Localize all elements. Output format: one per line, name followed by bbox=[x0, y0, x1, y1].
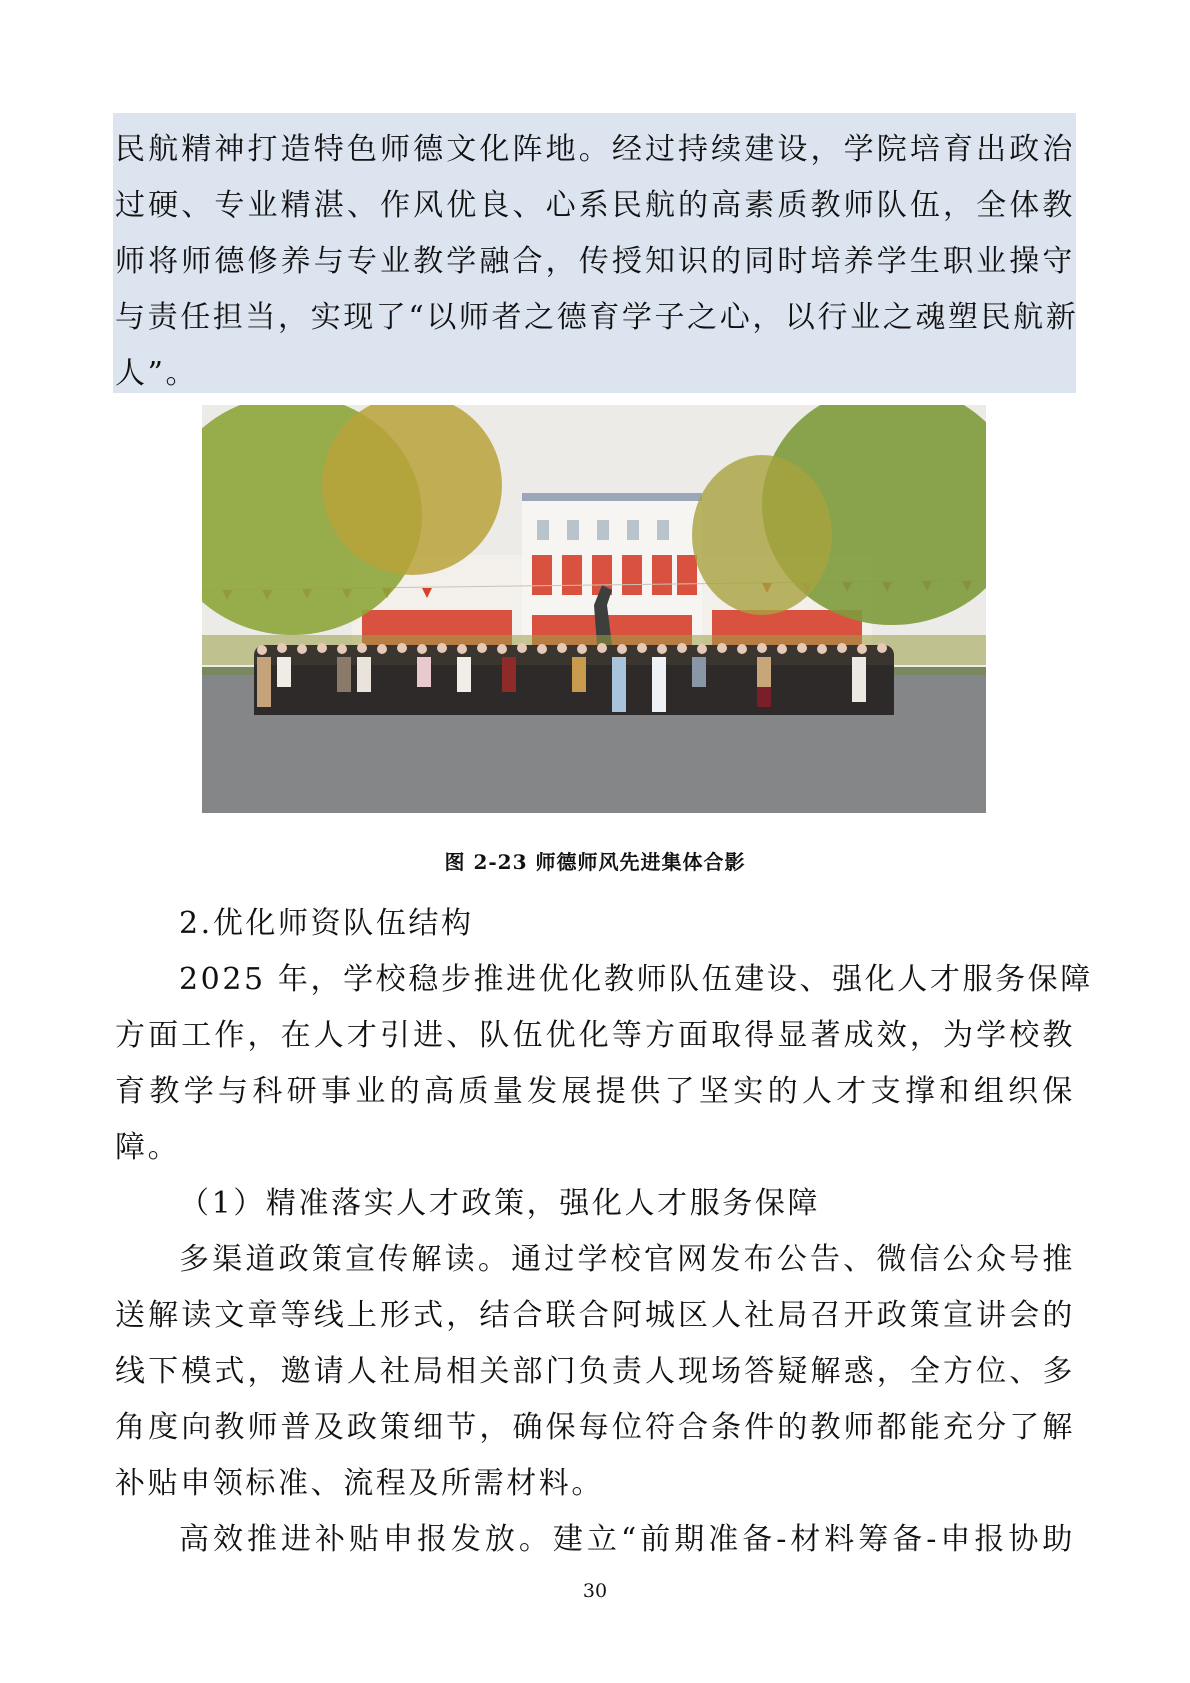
paragraph-line: 人”。 bbox=[115, 356, 199, 391]
paragraph-line: 与责任担当，实现了“以师者之德育学子之心，以行业之魂塑民航新 bbox=[115, 300, 1079, 335]
paragraph-line: 过硬、专业精湛、作风优良、心系民航的高素质教师队伍，全体教 bbox=[115, 188, 1075, 223]
figure-caption: 图 2-23 师德师风先进集体合影 bbox=[444, 850, 746, 874]
group-photo-illustration bbox=[202, 405, 986, 813]
paragraph-line: 角度向教师普及政策细节，确保每位符合条件的教师都能充分了解 bbox=[115, 1410, 1075, 1445]
paragraph-line: 师将师德修养与专业教学融合，传授知识的同时培养学生职业操守 bbox=[115, 244, 1075, 279]
paragraph-line: 多渠道政策宣传解读。通过学校官网发布公告、微信公众号推 bbox=[179, 1242, 1075, 1277]
group-photo bbox=[202, 405, 986, 813]
paragraph-line: 2025 年，学校稳步推进优化教师队伍建设、强化人才服务保障 bbox=[179, 962, 1093, 997]
section-heading: 2.优化师资队伍结构 bbox=[179, 906, 474, 941]
subheading: （1）精准落实人才政策，强化人才服务保障 bbox=[179, 1186, 821, 1221]
page-number: 30 bbox=[582, 1580, 608, 1602]
paragraph-line: 高效推进补贴申报发放。建立“前期准备-材料筹备-申报协助 bbox=[179, 1522, 1075, 1557]
paragraph-line: 方面工作，在人才引进、队伍优化等方面取得显著成效，为学校教 bbox=[115, 1018, 1075, 1053]
paragraph-line: 障。 bbox=[115, 1130, 181, 1165]
paragraph-line: 育教学与科研事业的高质量发展提供了坚实的人才支撑和组织保 bbox=[115, 1074, 1075, 1109]
paragraph-line: 民航精神打造特色师德文化阵地。经过持续建设，学院培育出政治 bbox=[115, 132, 1075, 167]
paragraph-line: 补贴申领标准、流程及所需材料。 bbox=[115, 1466, 604, 1501]
paragraph-line: 线下模式，邀请人社局相关部门负责人现场答疑解惑，全方位、多 bbox=[115, 1354, 1075, 1389]
paragraph-line: 送解读文章等线上形式，结合联合阿城区人社局召开政策宣讲会的 bbox=[115, 1298, 1075, 1333]
